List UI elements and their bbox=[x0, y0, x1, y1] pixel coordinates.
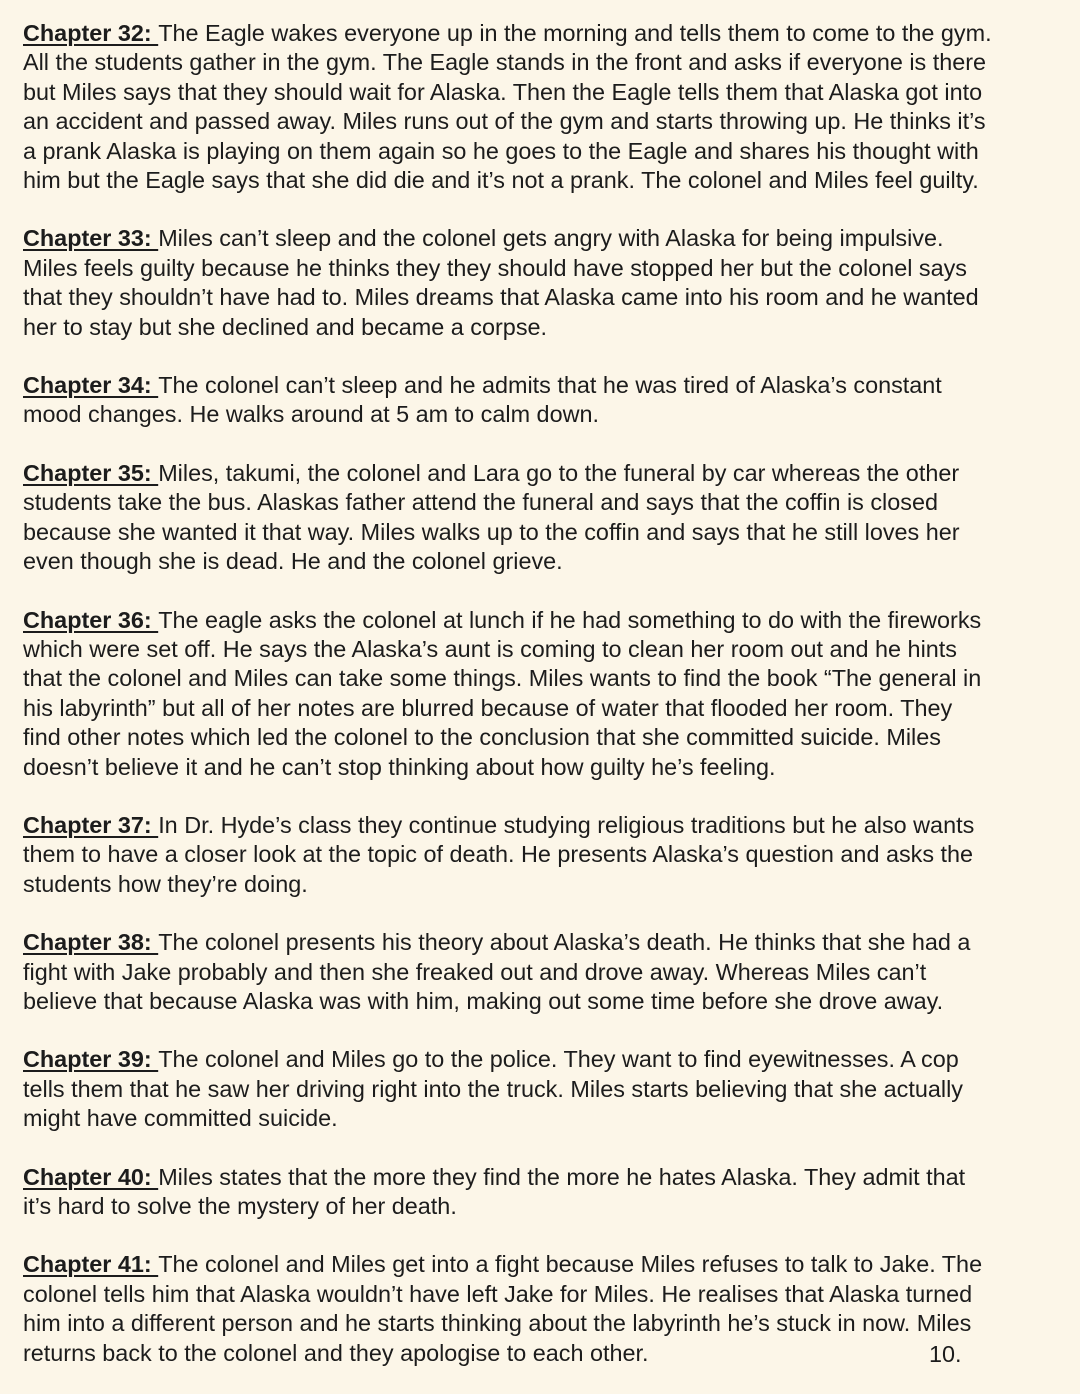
chapter-heading: Chapter 32: bbox=[23, 20, 159, 46]
chapter-34-summary bbox=[23, 371, 1063, 430]
chapter-text: The colonel can’t sleep and he admits that he was tired of Alaska’s constant mood changes. He walks around at 5 am to calm down. bbox=[23, 372, 942, 428]
chapter-36-summary bbox=[23, 606, 1063, 782]
chapter-33-summary bbox=[23, 224, 1063, 342]
chapter-heading: Chapter 36: bbox=[23, 606, 159, 633]
chapter-32-summary bbox=[23, 19, 1063, 195]
chapter-39-summary bbox=[23, 1045, 1063, 1133]
chapter-41-summary bbox=[23, 1250, 1063, 1368]
chapter-text: The colonel presents his theory about Alaska’s death. He thinks that she had a fight with Jake probably and then she freaked out and drove away. Whereas Miles can’t believe that because Alaska was with him, making out some time before she drove away. bbox=[23, 929, 971, 1014]
chapter-text: Miles, takumi, the colonel and Lara go to the funeral by car whereas the other students take the bus. Alaskas father attend the funeral and says that the coffin is closed because she wanted it that way. Miles walks up to the coffin and says that he still loves her even though she is dead. He and the colonel grieve. bbox=[23, 459, 960, 575]
chapter-heading: Chapter 35: bbox=[23, 459, 159, 486]
page-number: 10. bbox=[929, 1341, 962, 1367]
document-page bbox=[23, 19, 1063, 1368]
chapter-35-summary bbox=[23, 459, 1063, 577]
chapter-text: Miles can’t sleep and the colonel gets angry with Alaska for being impulsive. Miles feels guilty because he thinks they they should have stopped her but the colonel says that they shouldn’t have had to. Miles dreams that Alaska came into his room and he wanted her to stay but she declined and became a corpse. bbox=[23, 225, 979, 340]
chapter-heading: Chapter 38: bbox=[23, 929, 159, 956]
chapter-heading: Chapter 33: bbox=[23, 225, 159, 252]
chapter-text: The colonel and Miles get into a fight because Miles refuses to talk to Jake. The colonel tells him that Alaska wouldn’t have left Jake for Miles. He realises that Alaska turned him into a different person and he starts thinking about the labyrinth he’s stuck in now. Miles returns back to the colonel and they apologise to each other. bbox=[23, 1251, 983, 1366]
chapter-heading: Chapter 34: bbox=[23, 372, 159, 399]
chapter-heading: Chapter 40: bbox=[23, 1163, 159, 1190]
chapter-38-summary bbox=[23, 928, 1063, 1016]
chapter-40-summary bbox=[23, 1163, 1063, 1222]
chapter-heading: Chapter 37: bbox=[23, 811, 159, 838]
chapter-text: The colonel and Miles go to the police. They want to find eyewitnesses. A cop tells them that he saw her driving right into the truck. Miles starts believing that she actually might have committed suicide. bbox=[23, 1046, 963, 1132]
chapter-37-summary bbox=[23, 811, 1063, 899]
chapter-text: Miles states that the more they find the more he hates Alaska. They admit that it’s hard to solve the mystery of her death. bbox=[23, 1163, 966, 1219]
chapter-text: In Dr. Hyde’s class they continue studying religious traditions but he also wants them to have a closer look at the topic of death. He presents Alaska’s question and asks the students how they’re doing. bbox=[23, 811, 975, 897]
chapter-heading: Chapter 39: bbox=[23, 1046, 159, 1073]
chapter-text: The Eagle wakes everyone up in the morning and tells them to come to the gym. All the students gather in the gym. The Eagle stands in the front and asks if everyone is there but Miles says that they should wait for Alaska. Then the Eagle tells them that Alaska got into an accident and passed away. Miles runs out of the gym and starts throwing up. He thinks it’s a prank Alaska is playing on them again so he goes to the Eagle and shares his thought with him but the Eagle says that she did die and it’s not a prank. The colonel and Miles feel guilty. bbox=[23, 20, 992, 194]
chapter-heading: Chapter 41: bbox=[23, 1251, 159, 1278]
chapter-text: The eagle asks the colonel at lunch if he had something to do with the fireworks which were set off. He says the Alaska’s aunt is coming to clean her room out and he hints that the colonel and Miles can take some things. Miles wants to find the book “The general in his labyrinth” but all of her notes are blurred because of water that flooded her room. They find other notes which led the colonel to the conclusion that she committed suicide. Miles doesn’t believe it and he can’t stop thinking about how guilty he’s feeling. bbox=[23, 606, 982, 780]
